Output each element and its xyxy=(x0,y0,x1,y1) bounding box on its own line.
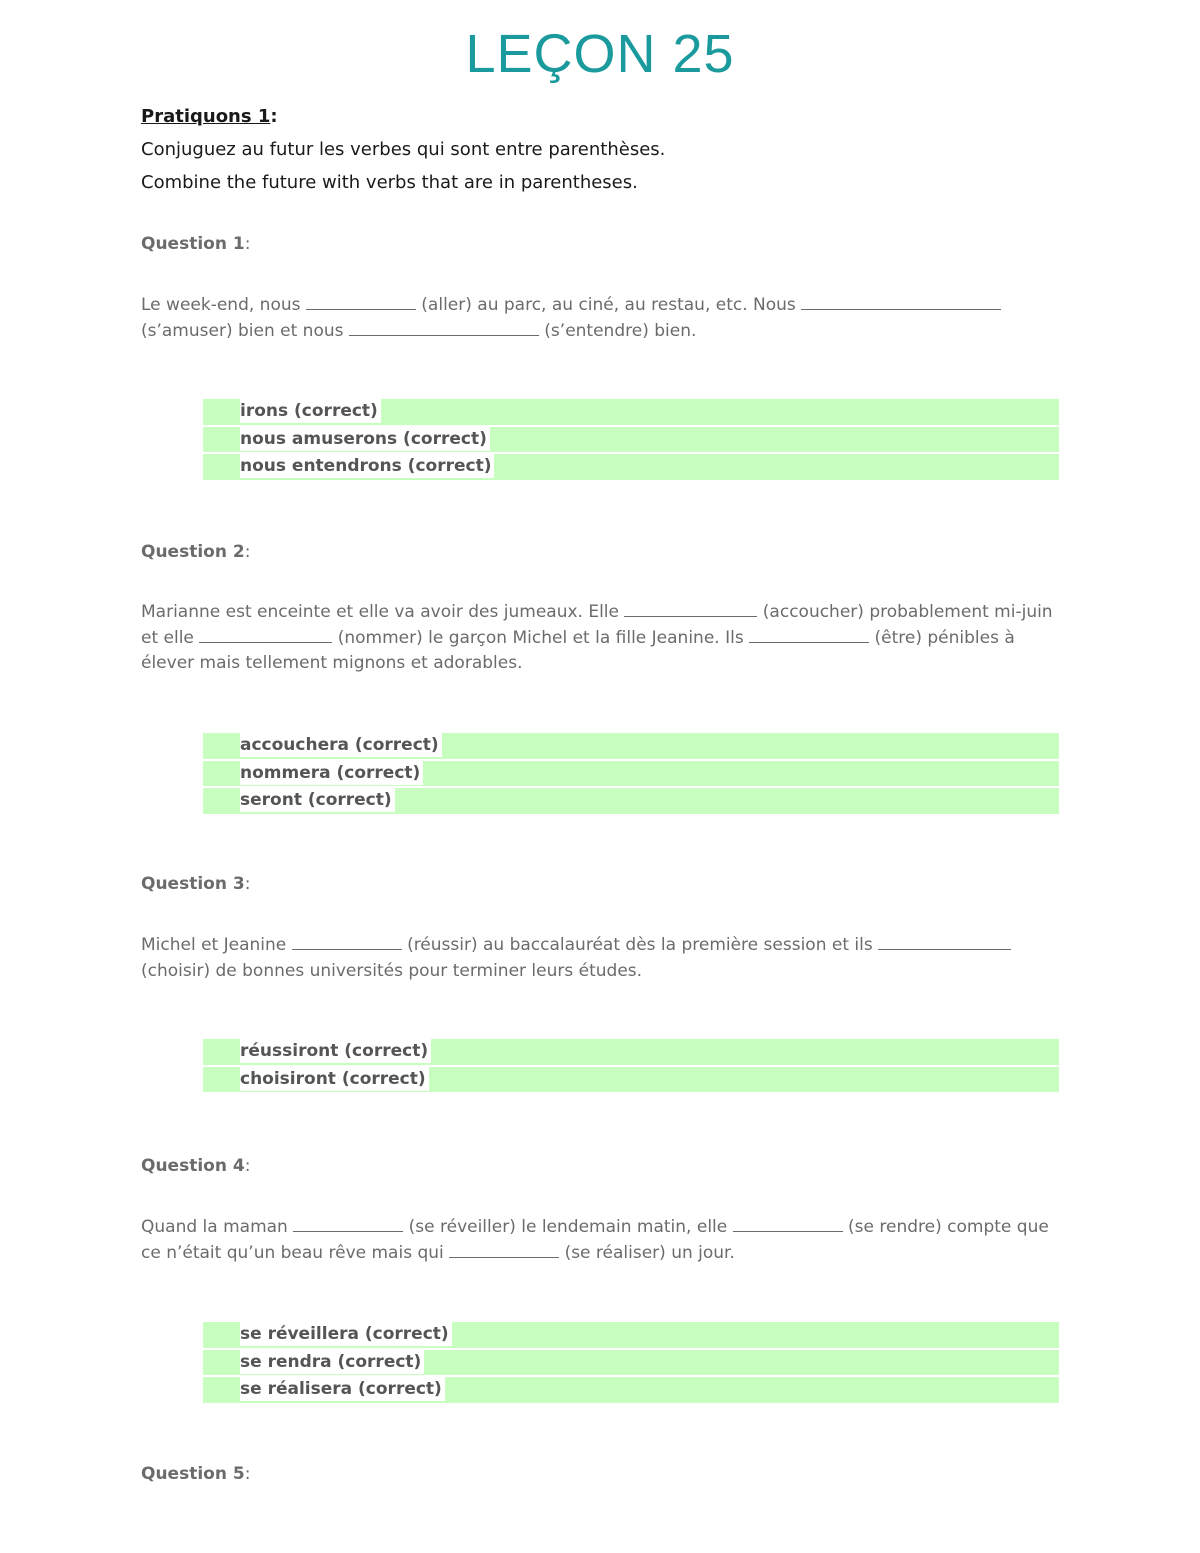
answer-row: réussiront (correct) xyxy=(203,1039,1059,1067)
answer-row: se réalisera (correct) xyxy=(203,1377,1059,1403)
exercise-intro xyxy=(141,100,1061,199)
answer-blank xyxy=(878,933,1011,950)
instruction-french: Conjuguez au futur les verbes qui sont entre parenthèses. xyxy=(141,139,666,160)
answer-row: irons (correct) xyxy=(203,399,1059,427)
question-2-text: Marianne est enceinte et elle va avoir des jumeaux. Elle (accoucher) probablement mi-juin et elle (nommer) le garçon Michel et la fille Jeanine. Ils (être) pénibles à élever mais tellement mignons et adorables. xyxy=(141,602,1053,673)
answer-blank xyxy=(292,933,402,950)
answer-row: nommera (correct) xyxy=(203,761,1059,789)
answer-blank xyxy=(733,1215,843,1232)
answer-blank xyxy=(449,1241,559,1258)
answer-row: se réveillera (correct) xyxy=(203,1322,1059,1350)
question-4-label: Question 4: xyxy=(141,1156,251,1176)
answer-blank xyxy=(749,626,869,643)
instruction-english: Combine the future with verbs that are in parentheses. xyxy=(141,172,638,193)
question-3-text: Michel et Jeanine (réussir) au baccalauréat dès la première session et ils (choisir) de bonnes universités pour terminer leurs études. xyxy=(141,933,1061,984)
answer-blank xyxy=(199,626,332,643)
answer-row: se rendra (correct) xyxy=(203,1350,1059,1378)
answer-blank xyxy=(624,600,757,617)
question-3-label: Question 3: xyxy=(141,874,251,894)
question-1-text: Le week-end, nous (aller) au parc, au ciné, au restau, etc. Nous (s’amuser) bien et nous (s’entendre) bien. xyxy=(141,293,1061,344)
question-4-answers xyxy=(203,1322,1059,1403)
answer-row: nous amuserons (correct) xyxy=(203,427,1059,455)
answer-blank xyxy=(306,293,416,310)
question-1-label: Question 1: xyxy=(141,234,251,254)
question-2-label: Question 2: xyxy=(141,542,251,562)
question-1-answers xyxy=(203,399,1059,480)
question-3-answers xyxy=(203,1039,1059,1092)
question-2-answers xyxy=(203,733,1059,814)
answer-blank xyxy=(293,1215,403,1232)
answer-blank xyxy=(349,319,539,336)
answer-row: choisiront (correct) xyxy=(203,1067,1059,1093)
question-5-label: Question 5: xyxy=(141,1464,251,1484)
question-4-text: Quand la maman (se réveiller) le lendemain matin, elle (se rendre) compte que ce n’était qu’un beau rêve mais qui (se réaliser) un jour. xyxy=(141,1217,1049,1263)
page-title: LEÇON 25 xyxy=(465,24,735,84)
answer-row: accouchera (correct) xyxy=(203,733,1059,761)
answer-row: nous entendrons (correct) xyxy=(203,454,1059,480)
answer-row: seront (correct) xyxy=(203,788,1059,814)
answer-blank xyxy=(801,293,1001,310)
exercise-heading: Pratiquons 1: xyxy=(141,106,278,127)
